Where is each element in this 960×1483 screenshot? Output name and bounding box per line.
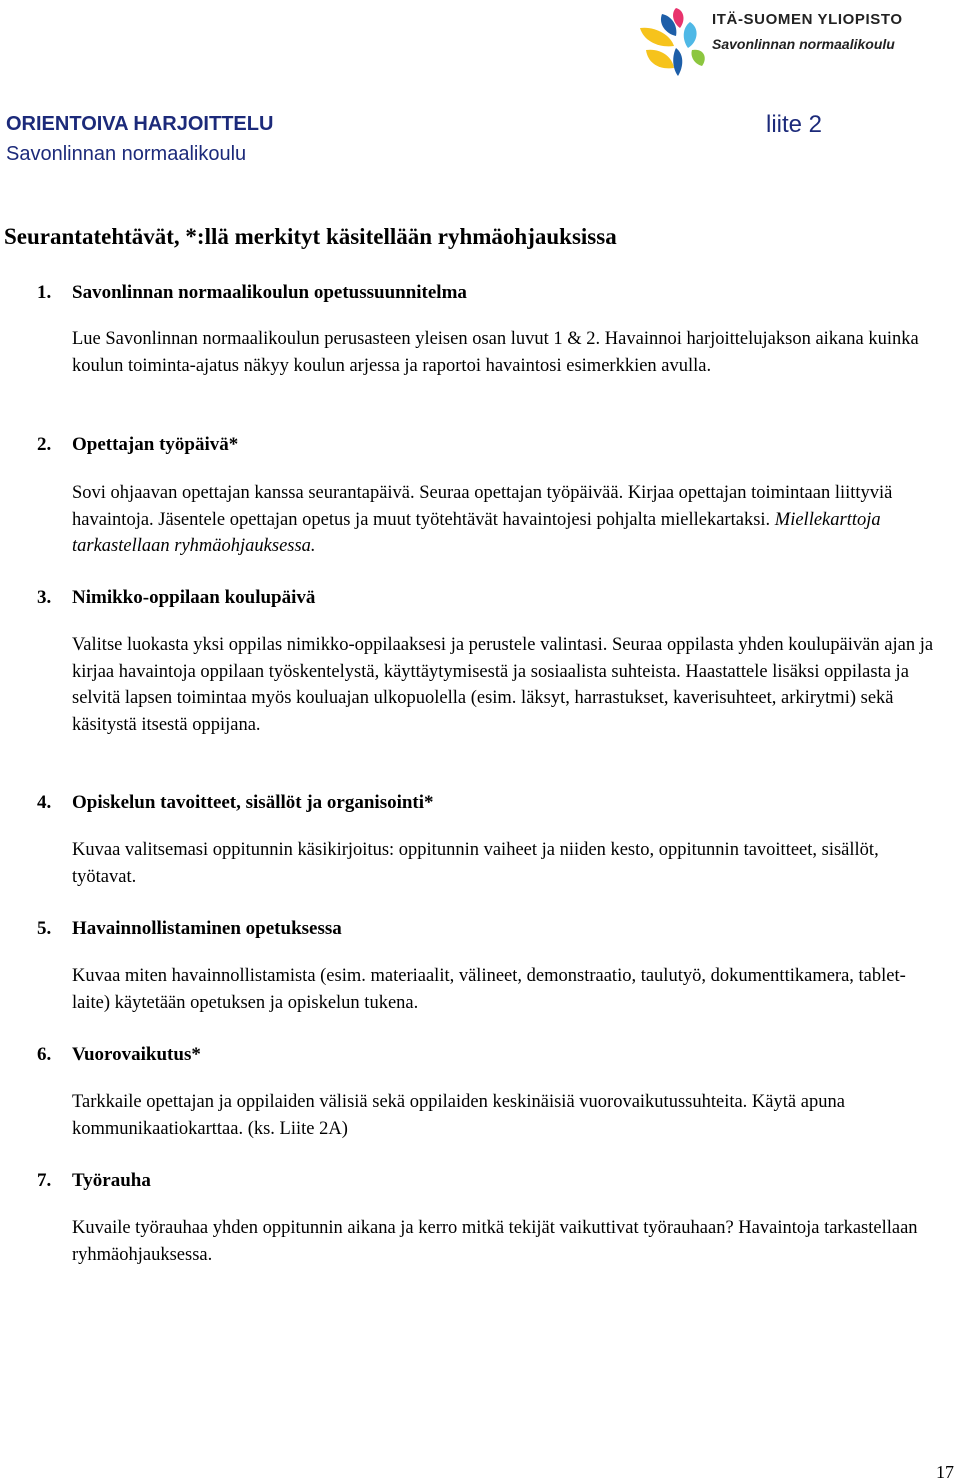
section-body: Kuvaa miten havainnollistamista (esim. materiaalit, välineet, demonstraatio, taulutyö, dokumenttikamera, tablet-laite) käytetään opetuksen ja opiskelun tukena. <box>72 966 906 1013</box>
section-body <box>72 480 942 560</box>
section-number: 2. <box>37 434 52 455</box>
section-body-text: Sovi ohjaavan opettajan kanssa seurantapäivä. Seuraa opettajan työpäivää. Kirjaa opettajan toimintaan liittyviä havaintoja. Jäsentele opettajan opetus ja muut työtehtävät havaintojesi pohjalta miellekartaksi. <box>72 483 893 530</box>
section-heading: Opettajan työpäivä* <box>72 434 239 455</box>
section-number: 6. <box>37 1044 52 1065</box>
section-body: Tarkkaile opettajan ja oppilaiden välisiä sekä oppilaiden keskinäisiä vuorovaikutussuhteita. Käytä apuna kommunikaatiokarttaa. (ks. Liite 2A) <box>72 1092 845 1139</box>
section-heading: Havainnollistaminen opetuksessa <box>72 918 342 939</box>
section-heading: Opiskelun tavoitteet, sisällöt ja organisointi* <box>72 792 434 813</box>
section-body: Kuvaa valitsemasi oppitunnin käsikirjoitus: oppitunnin vaiheet ja niiden kesto, oppitunnin tavoitteet, sisällöt, työtavat. <box>72 840 879 887</box>
section-body: Kuvaile työrauhaa yhden oppitunnin aikana ja kerro mitkä tekijät vaikuttivat työrauhaan? Havaintoja tarkastellaan ryhmäohjauksessa. <box>72 1218 918 1265</box>
section-number: 5. <box>37 918 52 939</box>
section-heading: Nimikko-oppilaan koulupäivä <box>72 587 316 608</box>
header-subtitle: Savonlinnan normaalikoulu <box>6 143 247 165</box>
section-body: Lue Savonlinnan normaalikoulun perusasteen yleisen osan luvut 1 & 2. Havainnoi harjoittelujakson aikana kuinka koulun toiminta-ajatus näkyy koulun arjessa ja raportoi havaintosi esimerkkien avulla. <box>72 329 919 376</box>
logo-university-name: ITÄ-SUOMEN YLIOPISTO <box>712 11 903 28</box>
section-number: 1. <box>37 282 52 303</box>
section-heading: Savonlinnan normaalikoulun opetussuunnitelma <box>72 282 467 303</box>
header-title: ORIENTOIVA HARJOITTELU <box>6 113 274 135</box>
section-body-italic: Miellekarttoja tarkastellaan ryhmäohjauksessa. <box>72 509 881 556</box>
section-number: 7. <box>37 1170 52 1191</box>
section-heading: Työrauha <box>72 1170 151 1191</box>
page-number: 17 <box>936 1462 954 1482</box>
section-number: 4. <box>37 792 52 813</box>
section-body: Valitse luokasta yksi oppilas nimikko-oppilaaksesi ja perustele valintasi. Seuraa oppilasta yhden koulupäivän ajan ja kirjaa havaintoja oppilaan työskentelystä, käyttäytymisestä ja sosiaalista suhteista. Haastattele lisäksi oppilasta ja selvitä lapsen toimintaa myös kouluajan ulkopuolella (esim. läksyt, harrastukset, kaverisuhteet, arkirytmi) sekä käsitystä itsestä oppijana. <box>72 635 934 735</box>
logo-mark-icon <box>640 8 705 76</box>
attachment-label: liite 2 <box>766 111 823 138</box>
section-heading: Vuorovaikutus* <box>72 1044 201 1065</box>
document-title: Seurantatehtävät, *:llä merkityt käsitellään ryhmäohjauksissa <box>4 224 617 249</box>
logo-school-name: Savonlinnan normaalikoulu <box>712 36 895 52</box>
section-number: 3. <box>37 587 52 608</box>
